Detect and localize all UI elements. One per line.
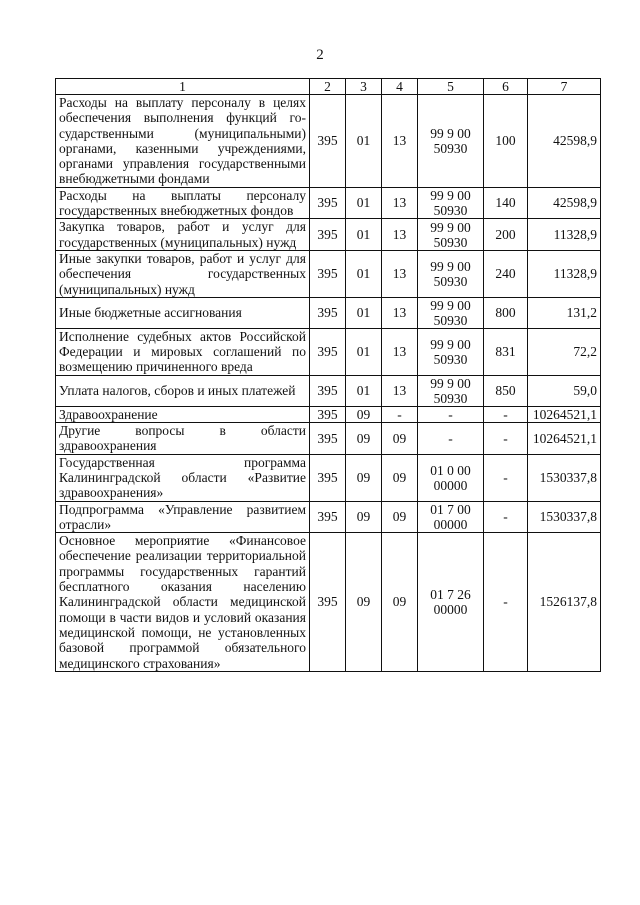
expense-type-cell: 240: [484, 250, 528, 297]
target-article-cell: -: [418, 406, 484, 422]
row-name-cell: Иные закупки товаров, работ и услуг для обеспечения государственных (муниципальных) нужд: [56, 250, 310, 297]
expense-type-cell: -: [484, 533, 528, 672]
target-article-cell: -: [418, 423, 484, 455]
section-cell: 09: [346, 501, 382, 533]
expense-type-cell: 100: [484, 95, 528, 188]
target-article-cell: 99 9 00 50930: [418, 297, 484, 328]
amount-cell: 1526137,8: [528, 533, 601, 672]
grbs-cell: 395: [310, 187, 346, 219]
subsection-cell: 09: [382, 423, 418, 455]
target-article-cell: 01 7 26 00000: [418, 533, 484, 672]
row-name-cell: Иные бюджетные ассигнования: [56, 297, 310, 328]
page-number: 2: [316, 47, 324, 63]
expense-type-cell: 831: [484, 328, 528, 375]
subsection-cell: 09: [382, 533, 418, 672]
section-cell: 01: [346, 328, 382, 375]
table-header-row: [56, 79, 601, 95]
row-name-cell: Исполнение судебных актов Российской Федерации и мировых соглашений по возмещению причиненного вреда: [56, 328, 310, 375]
table-row: [56, 250, 601, 297]
column-header: 4: [382, 79, 418, 95]
subsection-cell: 09: [382, 454, 418, 501]
row-name-cell: Основное мероприятие «Финансовое обеспечение реализации территориальной программы государственных гарантий бесплатного оказания населению Калининградской области медицинской помощи в части видов и условий оказания медицинской помощи, не установленных базовой программой обязательного медицинского страхования»: [56, 533, 310, 672]
grbs-cell: 395: [310, 219, 346, 251]
grbs-cell: 395: [310, 533, 346, 672]
amount-cell: 131,2: [528, 297, 601, 328]
table-row: [56, 328, 601, 375]
amount-cell: 42598,9: [528, 187, 601, 219]
subsection-cell: 13: [382, 250, 418, 297]
section-cell: 01: [346, 297, 382, 328]
target-article-cell: 01 0 00 00000: [418, 454, 484, 501]
target-article-cell: 01 7 00 00000: [418, 501, 484, 533]
table-row: [56, 187, 601, 219]
row-name-cell: Расходы на выплаты персоналу государственных внебюджетных фондов: [56, 187, 310, 219]
section-cell: 01: [346, 219, 382, 251]
row-name-cell: Другие вопросы в области здравоохранения: [56, 423, 310, 455]
subsection-cell: 13: [382, 219, 418, 251]
amount-cell: 59,0: [528, 375, 601, 406]
section-cell: 01: [346, 250, 382, 297]
target-article-cell: 99 9 00 50930: [418, 187, 484, 219]
subsection-cell: 13: [382, 187, 418, 219]
subsection-cell: 13: [382, 95, 418, 188]
expense-type-cell: 140: [484, 187, 528, 219]
column-header: 1: [56, 79, 310, 95]
row-name-cell: Подпрограмма «Управление развитием отрасли»: [56, 501, 310, 533]
table-row: [56, 219, 601, 251]
column-header: 5: [418, 79, 484, 95]
table-row: [56, 406, 601, 422]
expense-type-cell: -: [484, 501, 528, 533]
column-header: 2: [310, 79, 346, 95]
subsection-cell: -: [382, 406, 418, 422]
amount-cell: 72,2: [528, 328, 601, 375]
subsection-cell: 13: [382, 328, 418, 375]
target-article-cell: 99 9 00 50930: [418, 328, 484, 375]
table-row: [56, 501, 601, 533]
row-name-cell: Уплата налогов, сборов и иных платежей: [56, 375, 310, 406]
row-name-cell: Здравоохранение: [56, 406, 310, 422]
section-cell: 01: [346, 187, 382, 219]
expense-type-cell: -: [484, 423, 528, 455]
column-header: 7: [528, 79, 601, 95]
row-name-cell: Закупка товаров, работ и услуг для государственных (муниципальных) нужд: [56, 219, 310, 251]
grbs-cell: 395: [310, 328, 346, 375]
target-article-cell: 99 9 00 50930: [418, 219, 484, 251]
grbs-cell: 395: [310, 454, 346, 501]
subsection-cell: 13: [382, 375, 418, 406]
grbs-cell: 395: [310, 95, 346, 188]
section-cell: 01: [346, 375, 382, 406]
row-name-cell: Государственная программа Калининградской области «Развитие здравоохранения»: [56, 454, 310, 501]
expense-type-cell: 850: [484, 375, 528, 406]
section-cell: 01: [346, 95, 382, 188]
budget-table: [55, 78, 601, 672]
subsection-cell: 13: [382, 297, 418, 328]
amount-cell: 11328,9: [528, 250, 601, 297]
grbs-cell: 395: [310, 406, 346, 422]
expense-type-cell: 800: [484, 297, 528, 328]
amount-cell: 42598,9: [528, 95, 601, 188]
amount-cell: 10264521,1: [528, 406, 601, 422]
column-header: 6: [484, 79, 528, 95]
grbs-cell: 395: [310, 297, 346, 328]
table-row: [56, 297, 601, 328]
amount-cell: 1530337,8: [528, 454, 601, 501]
table-row: [56, 95, 601, 188]
section-cell: 09: [346, 454, 382, 501]
amount-cell: 11328,9: [528, 219, 601, 251]
expense-type-cell: 200: [484, 219, 528, 251]
grbs-cell: 395: [310, 250, 346, 297]
amount-cell: 1530337,8: [528, 501, 601, 533]
target-article-cell: 99 9 00 50930: [418, 250, 484, 297]
grbs-cell: 395: [310, 501, 346, 533]
section-cell: 09: [346, 423, 382, 455]
expense-type-cell: -: [484, 454, 528, 501]
target-article-cell: 99 9 00 50930: [418, 95, 484, 188]
grbs-cell: 395: [310, 375, 346, 406]
expense-type-cell: -: [484, 406, 528, 422]
section-cell: 09: [346, 406, 382, 422]
target-article-cell: 99 9 00 50930: [418, 375, 484, 406]
amount-cell: 10264521,1: [528, 423, 601, 455]
table-row: [56, 454, 601, 501]
table-row: [56, 423, 601, 455]
column-header: 3: [346, 79, 382, 95]
grbs-cell: 395: [310, 423, 346, 455]
section-cell: 09: [346, 533, 382, 672]
table-row: [56, 375, 601, 406]
table-body: [56, 95, 601, 672]
table-row: [56, 533, 601, 672]
row-name-cell: Расходы на выплату персоналу в целях обеспечения выполнения функций государственными (муниципальными) органами, казенными учреждениями, органами управления государственными внебюджетными фондами: [56, 95, 310, 188]
subsection-cell: 09: [382, 501, 418, 533]
